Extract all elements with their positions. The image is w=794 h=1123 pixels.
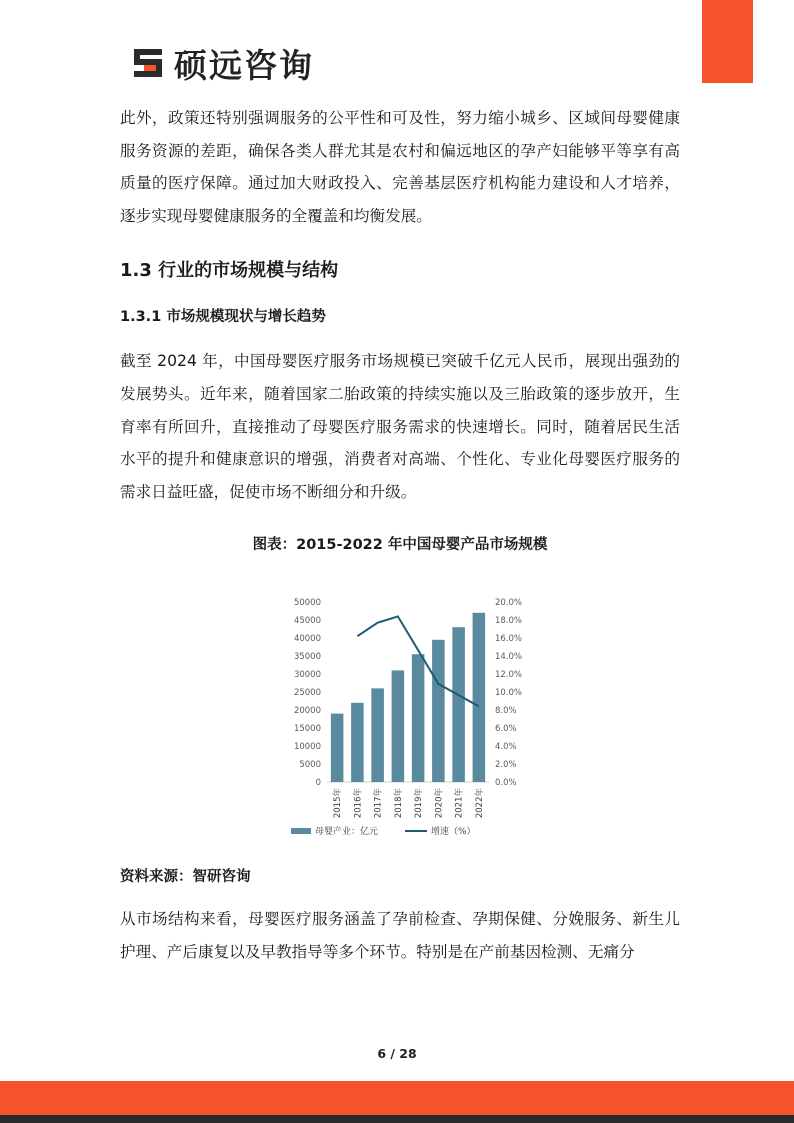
page-number: 6 / 28	[377, 1046, 417, 1061]
y-right-tick-label: 6.0%	[495, 724, 517, 735]
paragraph-market-size: 截至 2024 年，中国母婴医疗服务市场规模已突破千亿元人民币，展现出强劲的发展势头。近年来，随着国家二胎政策的持续实施以及三胎政策的逐步放开，生育率有所回升，直接推动了母婴医疗服务需求的快速增长。同时，随着居民生活水平的提升和健康意识的增强，消费者对高端、个性化、专业化母婴医疗服务的需求日益旺盛，促使市场不断细分和升级。	[120, 352, 680, 501]
y-right-tick-label: 0.0%	[495, 778, 517, 789]
y-right-tick-label: 12.0%	[495, 670, 523, 681]
figure-title: 图表：2015-2022 年中国母婴产品市场规模	[252, 537, 548, 554]
chart-container	[120, 592, 680, 847]
chart-bar	[351, 703, 364, 782]
footer-dark-strip	[0, 1115, 794, 1123]
x-tick-label: 2022年	[474, 788, 485, 819]
market-size-chart	[265, 592, 535, 847]
footer-accent-bar	[0, 1081, 794, 1115]
document-body	[120, 102, 680, 969]
y-left-tick-label: 50000	[293, 598, 321, 609]
chart-bar	[452, 628, 465, 783]
x-tick-label: 2018年	[393, 788, 404, 819]
legend-bar-label: 母婴产业：亿元	[315, 827, 379, 838]
y-left-tick-label: 10000	[293, 742, 321, 753]
y-left-tick-label: 40000	[293, 634, 321, 645]
chart-bar	[392, 671, 405, 783]
section-heading: 1.3 行业的市场规模与结构	[120, 260, 339, 282]
x-tick-label: 2020年	[434, 788, 445, 819]
paragraph-policy: 此外，政策还特别强调服务的公平性和可及性，努力缩小城乡、区域间母婴健康服务资源的差距，确保各类人群尤其是农村和偏远地区的孕产妇能够平等享有高质量的医疗保障。通过加大财政投入、完善基层医疗机构能力建设和人才培养，逐步实现母婴健康服务的全覆盖和均衡发展。	[120, 109, 680, 225]
y-left-tick-label: 5000	[299, 760, 321, 771]
y-right-tick-label: 20.0%	[495, 598, 523, 609]
y-left-tick-label: 15000	[293, 724, 321, 735]
x-tick-label: 2021年	[454, 788, 465, 819]
x-tick-label: 2016年	[353, 788, 364, 819]
legend-line-label: 增速（%）	[431, 827, 476, 838]
y-right-tick-label: 4.0%	[495, 742, 517, 753]
y-left-tick-label: 45000	[293, 616, 321, 627]
y-right-tick-label: 16.0%	[495, 634, 523, 645]
y-right-tick-label: 10.0%	[495, 688, 523, 699]
chart-bar	[412, 655, 425, 783]
y-left-tick-label: 0	[315, 778, 321, 789]
y-left-tick-label: 30000	[293, 670, 321, 681]
x-tick-label: 2015年	[333, 788, 344, 819]
x-tick-label: 2017年	[373, 788, 384, 819]
chart-bar	[432, 640, 445, 782]
chart-bar	[331, 714, 344, 782]
y-right-tick-label: 14.0%	[495, 652, 523, 663]
y-left-tick-label: 35000	[293, 652, 321, 663]
y-left-tick-label: 20000	[293, 706, 321, 717]
y-left-tick-label: 25000	[293, 688, 321, 699]
corner-accent-tab	[702, 0, 753, 83]
subsection-heading: 1.3.1 市场规模现状与增长趋势	[120, 309, 326, 326]
paragraph-market-structure: 从市场结构来看，母婴医疗服务涵盖了孕前检查、孕期保健、分娩服务、新生儿护理、产后康复以及早教指导等多个环节。特别是在产前基因检测、无痛分	[120, 910, 680, 961]
y-right-tick-label: 18.0%	[495, 616, 523, 627]
brand-logo-icon	[130, 45, 166, 81]
y-right-tick-label: 2.0%	[495, 760, 517, 771]
legend-bar-swatch	[291, 828, 311, 834]
x-tick-label: 2019年	[414, 788, 425, 819]
brand-logo	[130, 42, 314, 84]
brand-name: 硕远咨询	[174, 45, 314, 85]
chart-bar	[371, 689, 384, 783]
figure-source: 资料来源：智研咨询	[120, 869, 251, 886]
chart-bar	[473, 613, 486, 782]
y-right-tick-label: 8.0%	[495, 706, 517, 717]
